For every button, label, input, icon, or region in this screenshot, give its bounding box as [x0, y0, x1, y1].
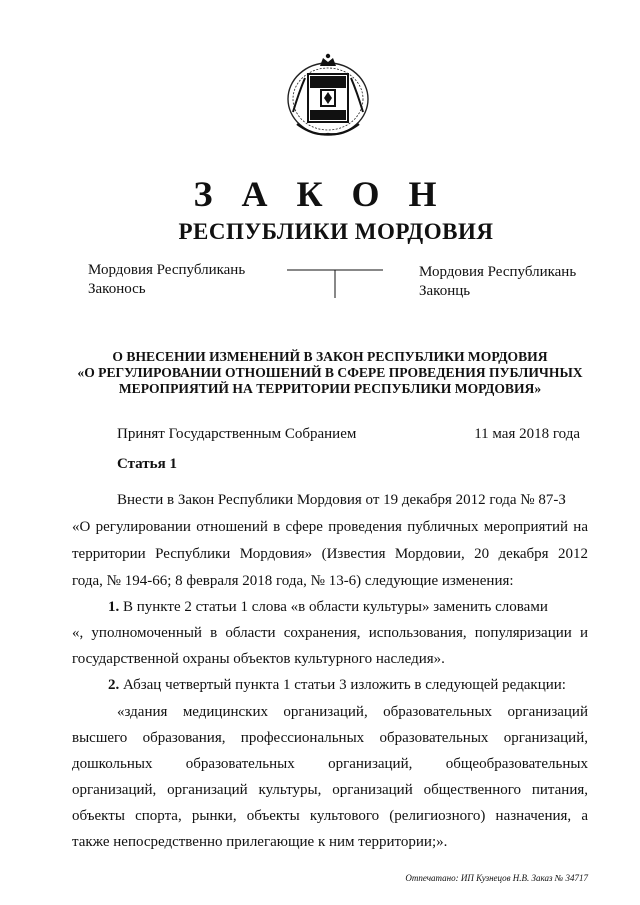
law-name	[50, 349, 610, 397]
paragraph-line: государственной охраны объектов культурного наследия».	[72, 651, 445, 667]
adoption-text: Принят Государственным Собранием	[117, 426, 357, 442]
article-title: Статья 1	[117, 456, 177, 472]
item-2-line	[108, 676, 566, 695]
moksha-title-left: Мордовия Республикань Законось	[88, 262, 246, 297]
law-name-line: «О РЕГУЛИРОВАНИИ ОТНОШЕНИЙ В СФЕРЕ ПРОВЕДЕНИЯ ПУБЛИЧНЫХ	[77, 365, 583, 380]
paragraph-line: «О регулировании отношений в сфере проведения публичных мероприятий на	[72, 519, 588, 535]
erzya-title-right: Мордовия Республикань Законць	[419, 264, 577, 299]
item-text: Абзац четвертый пункта 1 статьи 3 изложить в следующей редакции:	[123, 677, 566, 693]
item-number: 2.	[108, 677, 120, 693]
item-text: В пункте 2 статьи 1 слова «в области культуры» заменить словами	[123, 599, 548, 615]
paragraph-line: Внести в Закон Республики Мордовия от 19 декабря 2012 года № 87-З	[117, 492, 566, 508]
quote-line: также непосредственно прилегающие к ним территории;».	[72, 834, 448, 850]
coat-of-arms-emblem	[283, 52, 373, 138]
item-number: 1.	[108, 599, 120, 615]
law-name-line: МЕРОПРИЯТИЙ НА ТЕРРИТОРИИ РЕСПУБЛИКИ МОРДОВИЯ»	[118, 381, 542, 396]
paragraph-line: года, № 194-66; 8 февраля 2018 года, № 13-6) следующие изменения:	[72, 573, 514, 589]
printer-imprint: Отпечатано: ИП Кузнецов Н.В. Заказ № 34717	[405, 873, 588, 883]
quote-line: «здания медицинских организаций, образовательных организаций	[117, 704, 588, 720]
quote-line: дошкольных образовательных организаций, общеобразовательных	[72, 756, 588, 772]
republic-subtitle: РЕСПУБЛИКИ МОРДОВИЯ	[178, 219, 494, 244]
item-1-line	[108, 598, 548, 617]
paragraph-line: территории Республики Мордовия» (Известия Мордовии, 20 декабря 2012	[72, 546, 588, 562]
law-name-line: О ВНЕСЕНИИ ИЗМЕНЕНИЙ В ЗАКОН РЕСПУБЛИКИ МОРДОВИЯ	[112, 349, 548, 364]
quote-line: высшего образования, профессиональных образовательных организаций,	[72, 730, 588, 746]
quote-line: организаций, организаций культуры, организаций общественного питания,	[72, 782, 588, 798]
header-divider	[287, 268, 383, 300]
document-type-title: З А К О Н	[193, 174, 447, 214]
paragraph-line: «, уполномоченный в области сохранения, использования, популяризации и	[72, 625, 588, 641]
quote-line: объекты спорта, рынки, объекты культового (религиозного) назначения, а	[72, 808, 588, 824]
adoption-date: 11 мая 2018 года	[474, 426, 580, 442]
